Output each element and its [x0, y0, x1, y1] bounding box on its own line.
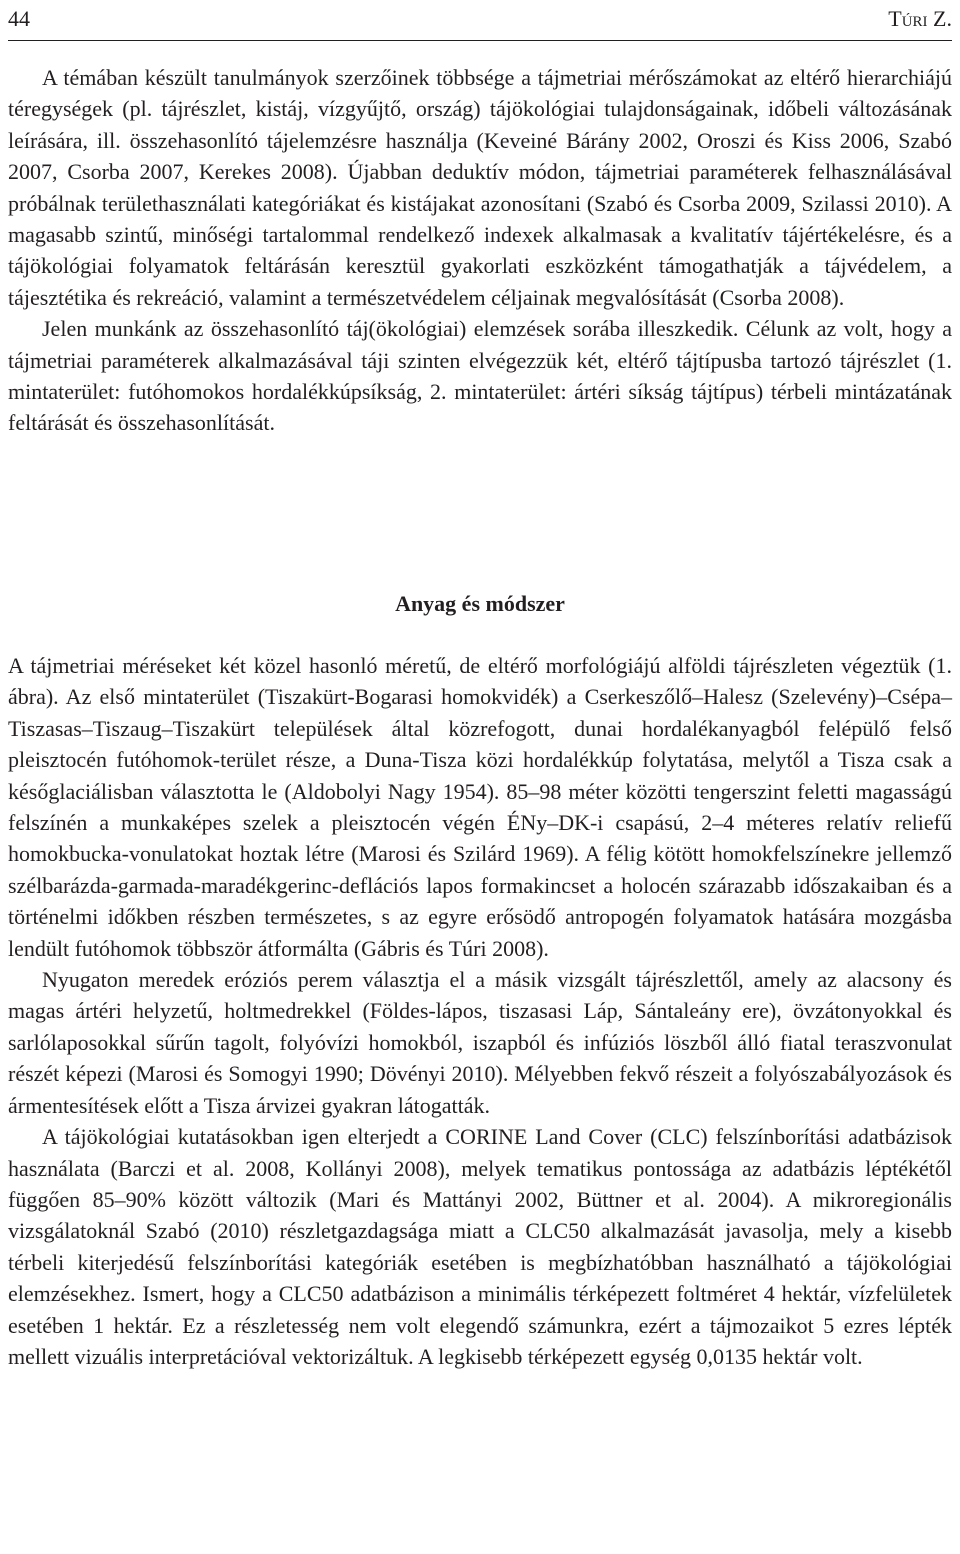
methods-section — [8, 650, 952, 1372]
page-number: 44 — [8, 6, 30, 31]
page-header — [8, 4, 952, 34]
intro-paragraph-1: A témában készült tanulmányok szerzőinek többsége a tájmetriai mérőszámokat az eltérő hierarchiájú téregységek (pl. tájrészlet, kistáj, vízgyűjtő, ország) tájökológiai tulajdonságainak, időbeli változásának leírására, ill. összehasonlító tájelemzésre használja (Keveiné Bárány 2002, Oroszi és Kiss 2006, Szabó 2007, Csorba 2007, Kerekes 2008). Újabban deduktív módon, tájmetriai paraméterek felhasználásával próbálnak területhasználati kategóriákat és kistájakat azonosítani (Szabó és Csorba 2009, Szilassi 2010). A magasabb szintű, minőségi tartalommal rendelkező indexek alkalmasak a kvalitatív tájértékelésre, és a tájökológiai folyamatok feltárásán keresztül gyakorlati eszközként támogathatják a tájvédelem, a tájesztétika és rekreáció, valamint a természetvédelem céljainak megvalósítását (Csorba 2008). — [8, 65, 952, 310]
methods-paragraph-2: Nyugaton meredek eróziós perem választja el a másik vizsgált tájrészlettől, amely az alacsony és magas ártéri helyzetű, holtmedrekkel (Földes-lápos, tiszasasi Láp, Sántaleány ere), övzátonyokkal és sarlólaposokkal sűrűn tagolt, folyóvízi homokból, iszapból és infúziós löszből álló fiatal teraszvonulat részét képezi (Marosi és Somogyi 1990; Dövényi 2010). Mélyebben fekvő részeit a folyószabályozások és ármentesítések előtt a Tisza árvizei gyakran látogatták. — [8, 967, 952, 1118]
intro-section — [8, 62, 952, 439]
intro-paragraph-2: Jelen munkánk az összehasonlító táj(ökológiai) elemzések sorába illeszkedik. Célunk az volt, hogy a tájmetriai paraméterek alkalmazásával táji szinten elvégezzük két, eltérő tájtípusba tartozó tájrészlet (1. mintaterület: futóhomokos hordalékkúpsíkság, 2. mintaterület: ártéri síkság tájtípus) térbeli mintázatának feltárását és összehasonlítását. — [8, 316, 952, 436]
section-heading: Anyag és módszer — [395, 591, 565, 616]
header-rule — [8, 40, 952, 41]
methods-paragraph-1: A tájmetriai méréseket két közel hasonló méretű, de eltérő morfológiájú alföldi tájrészleten végeztük (1. ábra). Az első mintaterület (Tiszakürt-Bogarasi homokvidék) a Cserkeszőlő–Halesz (Szelevény)–Csépa–Tiszasas–Tiszaug–Tiszakürt települések által közrefogott, dunai hordalékanyagból felépülő felső pleisztocén futóhomok-terület része, a Duna-Tisza közi hordalékkúp folytatása, melytől a Tisza csak a későglaciálisban választotta le (Aldobolyi Nagy 1954). 85–98 méter közötti tengerszint feletti magasságú felszínén a munkaképes szelek a pleisztocén végén ÉNy–DK-i csapású, 2–4 méteres relatív reliefű homokbucka-vonulatokat hoztak létre (Marosi és Szilárd 1969). A félig kötött homokfelszínekre jellemző szélbarázda-garmada-maradékgerinc-deflációs lapos formakincset a holocén szárazabb időszakaiban és a történelmi időkben részben természetes, s az egyre erősödő antropogén folyamatok hatására mozgásba lendült futóhomok többször átformálta (Gábris és Túri 2008). — [8, 653, 952, 961]
running-head: Túri Z. — [888, 6, 952, 31]
methods-paragraph-3: A tájökológiai kutatásokban igen elterjedt a CORINE Land Cover (CLC) felszínborítási adatbázisok használata (Barczi et al. 2008, Kollányi 2008), melyek tematikus pontossága az adatbázis léptékétől függően 85–90% között változik (Mari és Mattányi 2002, Büttner et al. 2004). A mikroregionális vizsgálatoknál Szabó (2010) részletgazdagsága miatt a CLC50 alkalmazását javasolja, mely a kisebb térbeli kiterjedésű felszínborítási kategóriák esetében is megbízhatóbban használható a tájökológiai elemzésekhez. Ismert, hogy a CLC50 adatbázison a minimális térképezett foltméret 4 hektár, vízfelületek esetében 1 hektár. Ez a részletesség nem volt elegendő számunkra, ezért a tájmozaikot 5 ezres lépték mellett vizuális interpretációval vektorizáltuk. A legkisebb térképezett egység 0,0135 hektár volt. — [8, 1124, 952, 1369]
